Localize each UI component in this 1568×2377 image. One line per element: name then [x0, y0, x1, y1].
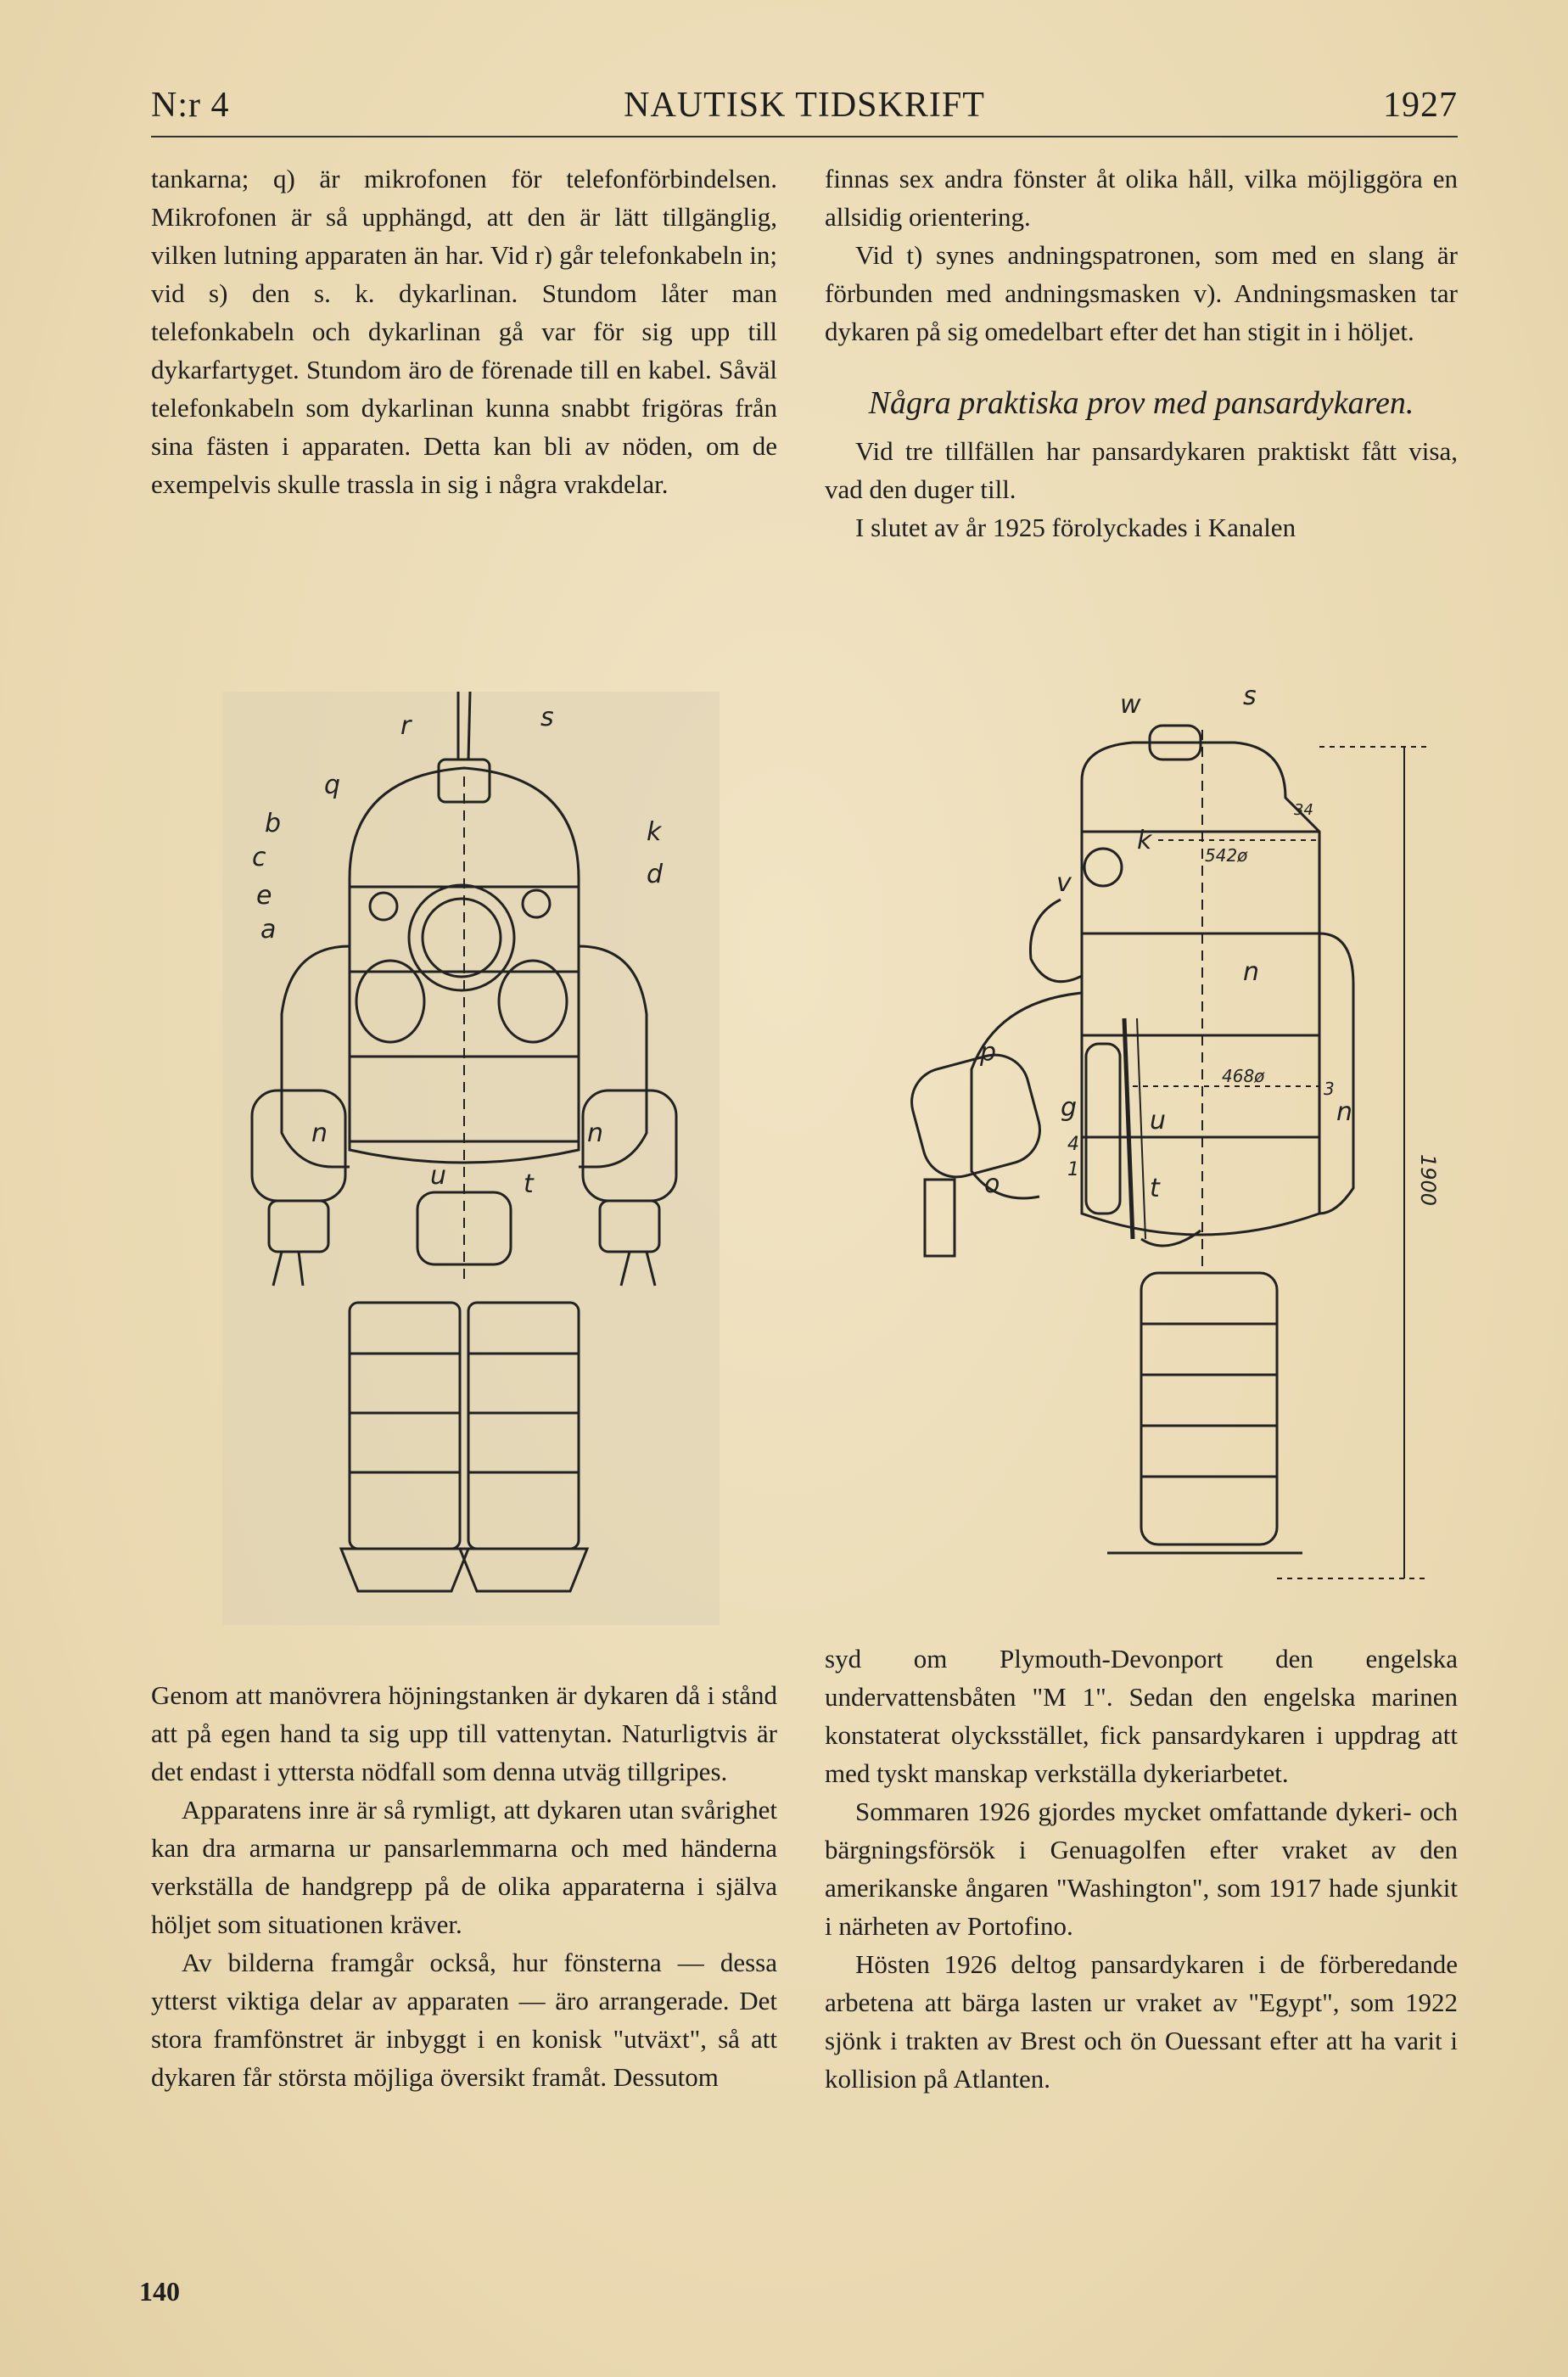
- figure-side-view: [878, 679, 1455, 1621]
- right-column-bottom: [825, 1640, 1458, 2098]
- paragraph: Vid tre tillfällen har pansardykaren praktiskt fått visa, vad den duger till.: [825, 436, 1458, 504]
- label-s: s: [1243, 681, 1257, 711]
- label-a: a: [260, 915, 277, 945]
- label-n-right: n: [587, 1118, 604, 1148]
- label-b: b: [265, 809, 282, 838]
- left-column-bottom: [151, 1676, 777, 2096]
- label-o: o: [984, 1169, 1000, 1199]
- label-v: v: [1056, 868, 1072, 898]
- label-u: u: [1150, 1106, 1167, 1135]
- label-t: t: [1150, 1174, 1160, 1203]
- label-4: 4: [1067, 1134, 1079, 1155]
- dimension-542: 542ø: [1205, 845, 1248, 866]
- label-n-right: n: [1336, 1097, 1353, 1127]
- year: 1927: [1383, 86, 1458, 125]
- paragraph: I slutet av år 1925 förolyckades i Kanalen: [855, 513, 1296, 542]
- paragraph: Apparatens inre är så rymligt, att dykaren utan svårighet kan dra armarna ur pansarlemmarna och med händerna verkställa de handgrepp på de olika apparaterna i själva höljet som situationen kräver.: [151, 1795, 777, 1939]
- diving-suit-side-drawing: [878, 679, 1455, 1621]
- label-s: s: [540, 703, 554, 732]
- label-k: k: [1137, 826, 1152, 855]
- page-header: [151, 85, 1458, 137]
- paragraph: Av bilderna framgår också, hur fönsterna — dessa ytterst viktiga delar av apparaten — äro arrangerade. Det stora framfönstret är inbyggt i en konisk "utväxt", så att dykaren får största möjliga översikt framåt. Dessutom: [151, 1948, 777, 2092]
- dimension-height: 1900: [1416, 1154, 1440, 1207]
- left-column-top: [151, 160, 777, 503]
- dimension-34: 34: [1294, 801, 1313, 819]
- paragraph: Vid t) synes andningspatronen, som med en slang är förbunden med andningsmasken v). Andningsmasken tar dykaren på sig omedelbart efter det han stigit in i höljet.: [825, 240, 1458, 346]
- label-d: d: [647, 860, 664, 889]
- paragraph: Hösten 1926 deltog pansardykaren i de förberedande arbetena att bärga lasten ur vraket av "Egypt", som 1922 sjönk i trakten av Brest och ön Ouessant efter att ha varit i kollision på Atlanten.: [825, 1949, 1458, 2094]
- journal-title: NAUTISK TIDSKRIFT: [624, 86, 985, 125]
- label-k: k: [647, 817, 662, 847]
- dimension-468: 468ø: [1222, 1066, 1265, 1086]
- label-3: 3: [1324, 1079, 1335, 1099]
- label-1: 1: [1067, 1159, 1079, 1180]
- label-n-left: n: [311, 1118, 328, 1148]
- label-e: e: [256, 881, 272, 911]
- paragraph: Genom att manövrera höjningstanken är dykaren då i stånd att på egen hand ta sig upp till vattenytan. Naturligtvis är det endast i yttersta nödfall som denna utväg tillgripes.: [151, 1680, 777, 1786]
- label-g: g: [1061, 1093, 1078, 1123]
- figure-front-view: [222, 692, 720, 1625]
- page-number: 140: [139, 2276, 180, 2307]
- section-heading: Några praktiska prov med pansardykaren.: [868, 385, 1414, 421]
- label-q: q: [324, 771, 341, 800]
- diving-suit-front-drawing: [222, 692, 720, 1625]
- paragraph: Sommaren 1926 gjordes mycket omfattande dykeri- och bärgningsförsök i Genuagolfen efter vraket av den amerikanske ångaren "Washington", som 1917 hade sjunkit i närheten av Portofino.: [825, 1797, 1458, 1941]
- right-column-top: [825, 160, 1458, 547]
- label-u: u: [430, 1161, 447, 1191]
- paragraph: syd om Plymouth-Devonport den engelska undervattensbåten "M 1". Sedan den engelska marinen konstaterat olycksstället, fick pansardykaren i uppdrag att med tyskt manskap verkställa dykeriarbetet.: [825, 1644, 1458, 1788]
- label-c: c: [252, 843, 266, 872]
- issue-number: N:r 4: [151, 86, 230, 125]
- paragraph: tankarna; q) är mikrofonen för telefonförbindelsen. Mikrofonen är så upphängd, att den är lätt tillgänglig, vilken lutning apparaten än har. Vid r) går telefonkabeln in; vid s) den s. k. dykarlinan. Stundom låter man telefonkabeln och dykarlinan gå var för sig upp till dykarfartyget. Stundom äro de förenade till en kabel. Såväl telefonkabeln som dykarlinan kunna snabbt frigöras från sina fästen i apparaten. Detta kan bli av nöden, om de exempelvis skulle trassla in sig i några vrakdelar.: [151, 164, 777, 499]
- label-t: t: [524, 1169, 534, 1199]
- paragraph: finnas sex andra fönster åt olika håll, vilka möjliggöra en allsidig orientering.: [825, 164, 1458, 232]
- label-w: w: [1120, 690, 1141, 720]
- label-p: p: [980, 1038, 997, 1068]
- label-n-top: n: [1243, 957, 1260, 987]
- label-r: r: [400, 711, 412, 741]
